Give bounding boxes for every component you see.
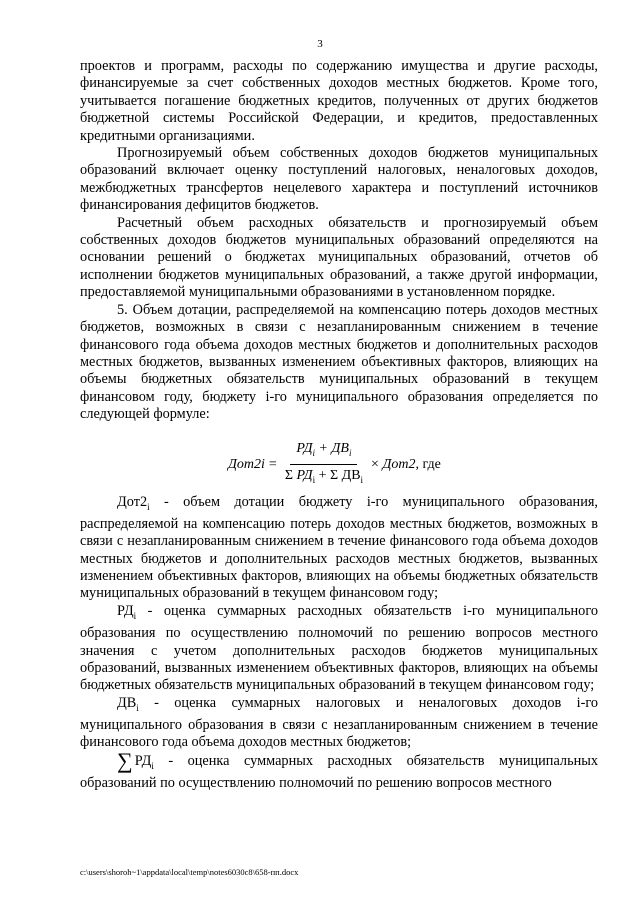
paragraph-continuation: проектов и программ, расходы по содержанию имущества и другие расходы, финансируемые за счет собственных доходов местных бюджетов. Кроме того, учитывается погашение бюджетных кредитов, полученных от других бюджетов бюджетной системы Российской Федерации, и кредитов, предоставленных кредитными организациями. — [80, 58, 598, 144]
formula-fraction — [285, 440, 363, 489]
definition-dot2: $Дот2_i$ - объем дотации бюджету i-го муниципального образования, распределяемой на компенсацию потерь доходов местных бюджетов, возможных в связи с незапланированным снижением в течение финансового года объема доходов местных бюджетов и дополнительных расходов местных бюджетов, вызванных изменением объективных факторов, влияющих на объемы бюджетных обязательств муниципальных образований в текущем финансовом году; — [80, 493, 598, 602]
page-number: 3 — [317, 38, 323, 50]
formula-equals: = — [268, 456, 277, 472]
formula — [80, 424, 598, 494]
formula-denominator: Σ $РД_i + \Sigma$ $ДВ_i$ — [284, 467, 364, 485]
definition-dv: $ДВ_i$ - оценка суммарных налоговых и неналоговых доходов i-го муниципального образования в связи с незапланированным снижением в течение финансового года объема доходов местных бюджетов; — [80, 694, 598, 751]
sum-symbol: ∑ — [117, 747, 133, 773]
definition-sum-rd: ∑ $РД_i$ - оценка суммарных расходных обязательств муниципальных образований по осуществлению полномочий по решению вопросов местного — [80, 747, 598, 792]
paragraph-forecast-revenue: Прогнозируемый объем собственных доходов бюджетов муниципальных образований включает оценку поступлений налоговых, неналоговых доходов, межбюджетных трансфертов нецелевого характера и поступлений источников финансирования дефицитов бюджетов. — [80, 145, 598, 214]
formula-lhs: Дот2i — [228, 456, 265, 472]
document-body — [80, 58, 598, 792]
footer-file-path: c:\users\shoroh~1\appdata\local\temp\notes6030c8\658-пп.docx — [80, 867, 299, 877]
paragraph-calculated-volume: Расчетный объем расходных обязательств и прогнозируемый объем собственных доходов бюджетов муниципальных образований определяются на основании решений о бюджетах муниципальных образований, отчетов об исполнении бюджетов муниципальных образований, а также другой информации, предоставляемой муниципальными образованиями в установленном порядке. — [80, 214, 598, 301]
formula-numerator: $РД_i + ДВ_i$ — [290, 440, 357, 465]
paragraph-item-5: 5. Объем дотации, распределяемой на компенсацию потерь доходов местных бюджетов, возможных в связи с незапланированным снижением в течение финансового года объема доходов местных бюджетов и дополнительных расходов местных бюджетов, вызванных изменением объективных факторов, влияющих на объемы бюджетных обязательств муниципальных образований в текущем финансовом году, бюджету i-го муниципального образования определяется по следующей формуле: — [80, 301, 598, 423]
definition-rd: $РД_i$ - оценка суммарных расходных обязательств i-го муниципального образования по осуществлению полномочий по решению вопросов местного значения с учетом дополнительных расходов бюджетов муниципальных образований, вызванных изменением объективных факторов, влияющих на объемы бюджетных обязательств муниципальных образований в текущем финансовом году; — [80, 602, 598, 694]
formula-rhs: × Дот2, где — [371, 456, 441, 472]
